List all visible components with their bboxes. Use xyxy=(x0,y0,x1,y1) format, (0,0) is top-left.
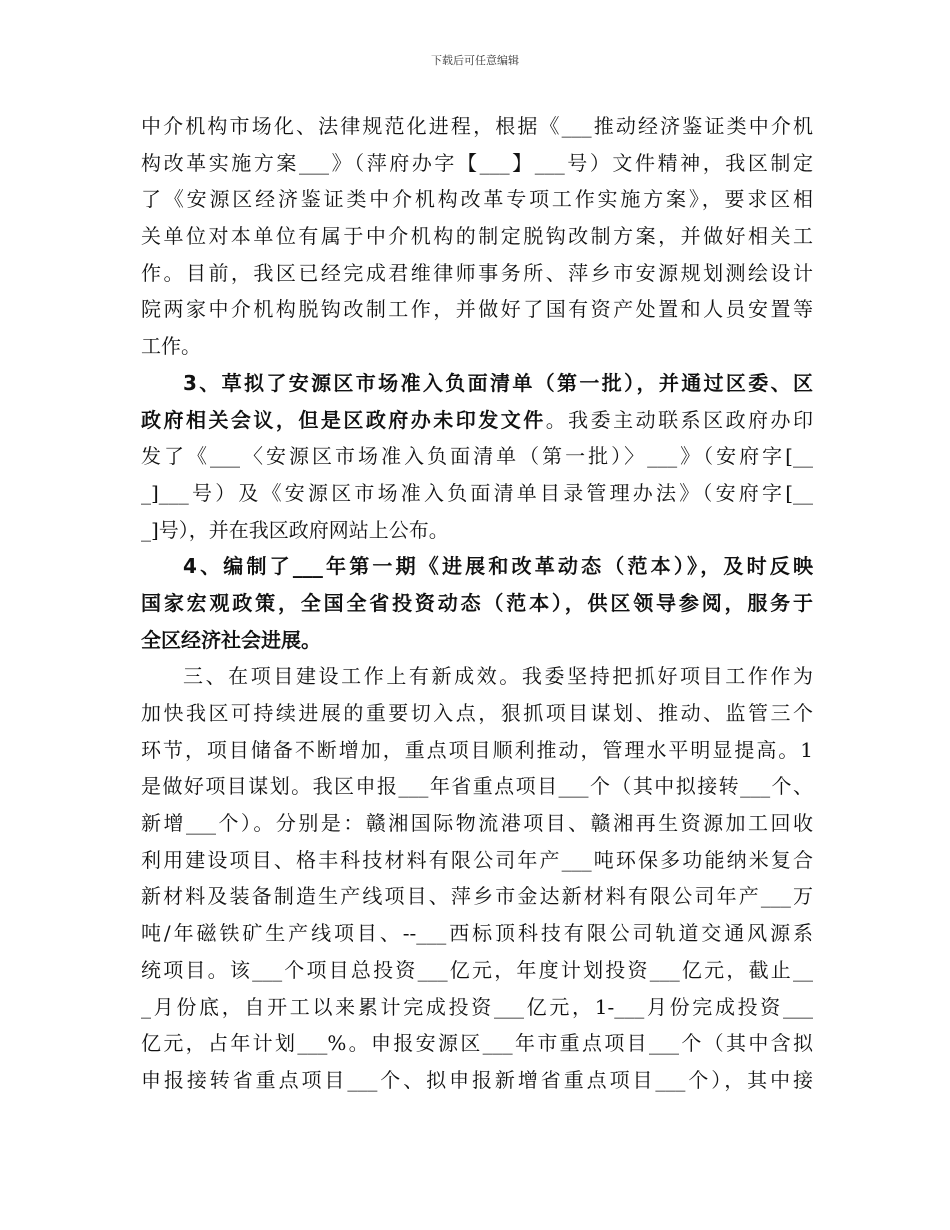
text-line: 利用建设项目、格丰科技材料有限公司年产___吨环保多功能纳米复合 xyxy=(141,847,813,872)
text-line: _]号），并在我区政府网站上公布。 xyxy=(141,517,449,542)
text-line: 吨/年磁铁矿生产线项目、--___西标顶科技有限公司轨道交通风源系 xyxy=(141,921,813,946)
text-line: 作。目前，我区已经完成君维律师事务所、萍乡市安源规划测绘设计 xyxy=(141,260,813,285)
page-header: 下载后可任意编辑 xyxy=(431,54,519,67)
text-line: 院两家中介机构脱钩改制工作，并做好了国有资产处置和人员安置等 xyxy=(141,297,813,322)
text-line: _月份底，自开工以来累计完成投资___亿元，1-___月份完成投资___ xyxy=(141,994,813,1019)
text-line: 环节，项目储备不断增加，重点项目顺利推动，管理水平明显提高。1 xyxy=(141,737,813,762)
text-line: 申报接转省重点项目___个、拟申报新增省重点项目___个），其中接 xyxy=(141,1067,813,1092)
text-line: 发了《___〈安源区市场准入负面清单（第一批）〉___》（安府字[__ xyxy=(141,444,813,469)
text-line: 加快我区可持续进展的重要切入点，狠抓项目谋划、推动、监管三个 xyxy=(141,701,813,725)
text-line: 中介机构市场化、法律规范化进程，根据《___推动经济鉴证类中介机 xyxy=(141,114,813,138)
text-line: 关单位对本单位有属于中介机构的制定脱钩改制方案，并做好相关工 xyxy=(141,224,813,249)
text-line: 亿元，占年计划___%。申报安源区___年市重点项目___个（其中含拟 xyxy=(141,1031,813,1056)
text-line: 工作。 xyxy=(141,334,201,359)
mixed-line xyxy=(141,402,813,439)
section-heading-line: 三、在项目建设工作上有新成效。我委坚持把抓好项目工作作为 xyxy=(183,664,813,689)
bold-heading-line: 3、草拟了安源区市场准入负面清单（第一批），并通过区委、区 xyxy=(183,370,813,395)
text-line: 是做好项目谋划。我区申报___年省重点项目___个（其中拟接转___个、 xyxy=(141,774,813,799)
normal-segment: 。我委主动联系区政府办印 xyxy=(545,407,814,432)
text-line: 了《安源区经济鉴证类中介机构改革专项工作实施方案》，要求区相 xyxy=(141,187,813,212)
bold-line: 国家宏观政策，全国全省投资动态（范本），供区领导参阅，服务于 xyxy=(141,590,813,615)
text-line: _]___号）及《安源区市场准入负面清单目录管理办法》（安府字[__ xyxy=(141,480,813,505)
bold-heading-line: 4、编制了___年第一期《进展和改革动态（范本）》，及时反映 xyxy=(183,554,813,579)
text-line: 构改革实施方案___》（萍府办字【___】___号）文件精神，我区制定 xyxy=(141,150,813,175)
bold-line: 全区经济社会进展。 xyxy=(141,627,321,652)
document-body xyxy=(141,108,813,1099)
text-line: 新材料及装备制造生产线项目、萍乡市金达新材料有限公司年产___万 xyxy=(141,884,813,909)
text-line: 新增___个）。分别是：赣湘国际物流港项目、赣湘再生资源加工回收 xyxy=(141,811,813,836)
text-line: 统项目。该___个项目总投资___亿元，年度计划投资___亿元，截止__ xyxy=(141,957,813,982)
bold-segment: 政府相关会议，但是区政府办未印发文件 xyxy=(141,407,546,432)
